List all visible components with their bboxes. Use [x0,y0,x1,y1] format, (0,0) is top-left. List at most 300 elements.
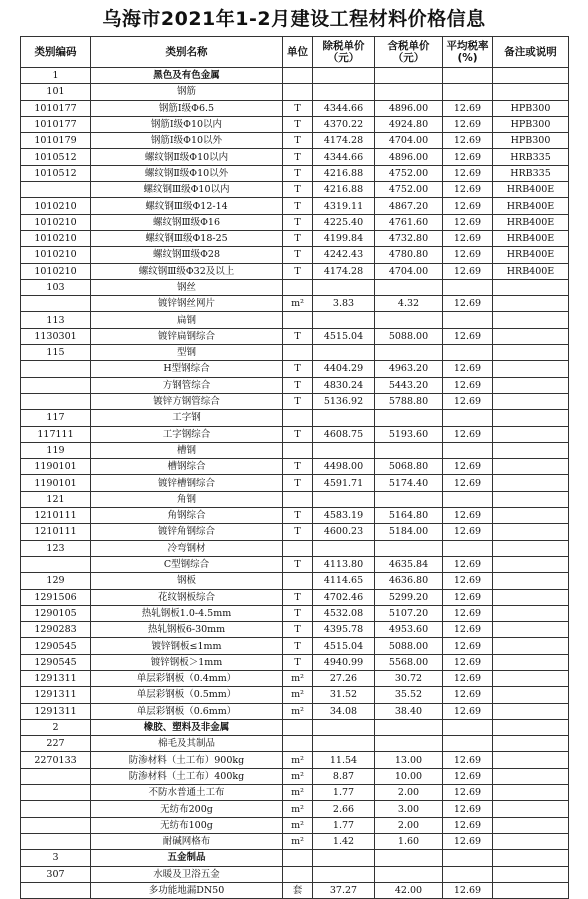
cell-price-ex-tax: 4515.04 [313,638,375,654]
cell-price-inc-tax: 5184.00 [375,524,443,540]
cell-unit: T [283,165,313,181]
cell-price-inc-tax: 5107.20 [375,605,443,621]
cell-tax-rate [443,540,493,556]
cell-code: 115 [21,345,91,361]
cell-price-ex-tax: 4515.04 [313,328,375,344]
cell-remark: HRB400E [493,182,569,198]
cell-tax-rate [443,442,493,458]
cell-remark [493,670,569,686]
cell-remark: HRB335 [493,149,569,165]
cell-remark [493,84,569,100]
cell-price-ex-tax: 4608.75 [313,426,375,442]
cell-remark [493,328,569,344]
cell-remark [493,654,569,670]
cell-remark [493,785,569,801]
cell-unit: m² [283,687,313,703]
cell-price-ex-tax: 4498.00 [313,459,375,475]
cell-price-inc-tax: 4752.00 [375,165,443,181]
cell-unit [283,68,313,84]
cell-price-ex-tax: 4199.84 [313,230,375,246]
cell-price-inc-tax: 4635.84 [375,556,443,572]
cell-unit: T [283,654,313,670]
cell-code: 1130301 [21,328,91,344]
cell-price-inc-tax: 4896.00 [375,100,443,116]
cell-tax-rate [443,410,493,426]
cell-code [21,361,91,377]
cell-unit: T [283,426,313,442]
table-row [21,654,569,670]
page-title: 乌海市2021年1-2月建设工程材料价格信息 [102,8,486,30]
table-row [21,589,569,605]
cell-tax-rate [443,345,493,361]
cell-tax-rate [443,719,493,735]
cell-tax-rate [443,312,493,328]
table-row [21,230,569,246]
cell-price-inc-tax: 5299.20 [375,589,443,605]
cell-unit: T [283,459,313,475]
cell-unit [283,719,313,735]
table-row [21,328,569,344]
cell-price-inc-tax [375,68,443,84]
cell-price-inc-tax: 5788.80 [375,393,443,409]
header-price-ex-tax: 除税单价（元） [313,37,375,68]
cell-price-inc-tax [375,442,443,458]
cell-name: 水暖及卫浴五金 [91,866,283,882]
cell-code: 2 [21,719,91,735]
cell-name: 耐碱网格布 [91,833,283,849]
cell-price-ex-tax [313,68,375,84]
cell-tax-rate: 12.69 [443,524,493,540]
cell-name: 螺纹钢Ⅲ级Φ16 [91,214,283,230]
table-row [21,719,569,735]
table-row [21,263,569,279]
cell-code: 121 [21,491,91,507]
cell-remark: HRB400E [493,230,569,246]
cell-code: 1290105 [21,605,91,621]
cell-price-ex-tax [313,866,375,882]
table-row [21,670,569,686]
cell-name: 钢筋Ⅰ级Φ10以内 [91,116,283,132]
cell-remark [493,768,569,784]
cell-name: 角钢 [91,491,283,507]
cell-price-inc-tax: 4780.80 [375,247,443,263]
cell-code: 117111 [21,426,91,442]
header-code: 类别编码 [21,37,91,68]
cell-name: 多功能地漏DN50 [91,882,283,898]
cell-unit: T [283,475,313,491]
cell-name: 镀锌钢丝网片 [91,296,283,312]
cell-price-inc-tax: 2.00 [375,785,443,801]
cell-price-ex-tax: 1.77 [313,785,375,801]
cell-remark [493,736,569,752]
cell-name: 单层彩钢板（0.5mm） [91,687,283,703]
cell-unit: T [283,377,313,393]
cell-price-ex-tax: 1.42 [313,833,375,849]
cell-name: 工字钢综合 [91,426,283,442]
cell-tax-rate: 12.69 [443,393,493,409]
cell-remark [493,573,569,589]
cell-price-ex-tax [313,491,375,507]
cell-tax-rate: 12.69 [443,116,493,132]
cell-code: 1190101 [21,475,91,491]
cell-unit: T [283,605,313,621]
cell-tax-rate: 12.69 [443,459,493,475]
table-row [21,752,569,768]
cell-tax-rate: 12.69 [443,703,493,719]
cell-code: 1010210 [21,198,91,214]
cell-remark [493,361,569,377]
cell-remark [493,410,569,426]
cell-code: 3 [21,850,91,866]
cell-remark [493,687,569,703]
cell-name: 螺纹钢Ⅲ级Φ32及以上 [91,263,283,279]
cell-price-ex-tax [313,345,375,361]
cell-tax-rate: 12.69 [443,882,493,898]
table-row [21,247,569,263]
table-row [21,768,569,784]
cell-tax-rate: 12.69 [443,133,493,149]
cell-price-inc-tax: 30.72 [375,670,443,686]
cell-tax-rate: 12.69 [443,508,493,524]
cell-price-inc-tax [375,736,443,752]
cell-unit: m² [283,296,313,312]
cell-price-ex-tax: 4591.71 [313,475,375,491]
cell-code: 1010210 [21,230,91,246]
cell-tax-rate: 12.69 [443,182,493,198]
cell-name: 螺纹钢Ⅲ级Φ10以内 [91,182,283,198]
cell-unit: T [283,182,313,198]
cell-unit: T [283,198,313,214]
cell-unit: m² [283,752,313,768]
cell-name: 钢丝 [91,279,283,295]
cell-remark [493,556,569,572]
cell-tax-rate [443,279,493,295]
cell-price-ex-tax: 4370.22 [313,116,375,132]
cell-price-inc-tax [375,84,443,100]
cell-code: 119 [21,442,91,458]
cell-code: 1190101 [21,459,91,475]
cell-price-ex-tax [313,719,375,735]
cell-code: 1010210 [21,247,91,263]
cell-code: 1 [21,68,91,84]
cell-unit: m² [283,703,313,719]
cell-tax-rate: 12.69 [443,654,493,670]
cell-remark [493,719,569,735]
cell-name: 钢筋Ⅰ级Φ6.5 [91,100,283,116]
cell-price-inc-tax: 38.40 [375,703,443,719]
cell-tax-rate: 12.69 [443,785,493,801]
cell-code: 1010179 [21,133,91,149]
table-row [21,426,569,442]
cell-unit: T [283,622,313,638]
cell-unit [283,442,313,458]
cell-remark: HPB300 [493,100,569,116]
cell-code: 123 [21,540,91,556]
cell-name: 扁钢 [91,312,283,328]
cell-unit: 套 [283,882,313,898]
table-row [21,100,569,116]
cell-unit: m² [283,833,313,849]
cell-price-inc-tax: 5443.20 [375,377,443,393]
cell-code [21,556,91,572]
table-row [21,882,569,898]
cell-code [21,817,91,833]
cell-name: 无纺布200g [91,801,283,817]
cell-code: 1290283 [21,622,91,638]
cell-code [21,768,91,784]
table-row [21,149,569,165]
cell-remark [493,279,569,295]
cell-remark [493,638,569,654]
cell-price-ex-tax [313,410,375,426]
cell-name: 角钢综合 [91,508,283,524]
cell-remark [493,850,569,866]
cell-tax-rate: 12.69 [443,247,493,263]
cell-unit: T [283,263,313,279]
cell-code: 1010177 [21,116,91,132]
table-row [21,133,569,149]
table-row [21,84,569,100]
cell-remark: HPB300 [493,133,569,149]
table-row [21,475,569,491]
table-row [21,459,569,475]
cell-name: 五金制品 [91,850,283,866]
cell-unit: T [283,508,313,524]
cell-price-inc-tax: 13.00 [375,752,443,768]
cell-unit [283,866,313,882]
cell-remark [493,475,569,491]
table-row [21,393,569,409]
cell-price-inc-tax [375,850,443,866]
cell-code: 227 [21,736,91,752]
cell-code [21,182,91,198]
cell-price-ex-tax: 4830.24 [313,377,375,393]
cell-unit: T [283,100,313,116]
cell-code: 1010210 [21,214,91,230]
cell-code: 1010210 [21,263,91,279]
cell-code: 1291311 [21,687,91,703]
cell-price-inc-tax [375,279,443,295]
cell-remark: HRB400E [493,214,569,230]
cell-unit [283,540,313,556]
cell-remark [493,752,569,768]
cell-tax-rate: 12.69 [443,556,493,572]
cell-tax-rate: 12.69 [443,214,493,230]
cell-price-ex-tax: 27.26 [313,670,375,686]
cell-code: 1290545 [21,654,91,670]
cell-name: 型钢 [91,345,283,361]
cell-price-inc-tax: 5088.00 [375,328,443,344]
table-row [21,182,569,198]
cell-name: 螺纹钢Ⅲ级Φ28 [91,247,283,263]
cell-code [21,882,91,898]
cell-remark [493,312,569,328]
cell-remark [493,524,569,540]
cell-remark [493,393,569,409]
cell-remark [493,817,569,833]
table-row [21,801,569,817]
cell-name: 螺纹钢Ⅱ级Φ10以内 [91,149,283,165]
cell-name: H型钢综合 [91,361,283,377]
cell-price-ex-tax: 4174.28 [313,133,375,149]
cell-unit [283,491,313,507]
cell-remark [493,345,569,361]
cell-price-ex-tax: 4216.88 [313,182,375,198]
cell-tax-rate: 12.69 [443,622,493,638]
cell-price-inc-tax [375,312,443,328]
cell-name: 槽钢 [91,442,283,458]
header-price-inc-tax: 含税单价（元） [375,37,443,68]
cell-price-ex-tax: 4113.80 [313,556,375,572]
cell-unit: T [283,214,313,230]
cell-name: 镀锌钢板≤1mm [91,638,283,654]
cell-name: 钢筋Ⅰ级Φ10以外 [91,133,283,149]
cell-price-ex-tax: 5136.92 [313,393,375,409]
cell-price-inc-tax: 35.52 [375,687,443,703]
cell-name: 镀锌槽钢综合 [91,475,283,491]
table-row [21,377,569,393]
cell-price-ex-tax [313,312,375,328]
cell-price-ex-tax [313,442,375,458]
cell-code: 101 [21,84,91,100]
cell-code: 1291506 [21,589,91,605]
cell-name: 方钢管综合 [91,377,283,393]
cell-code [21,377,91,393]
cell-price-ex-tax [313,850,375,866]
cell-price-ex-tax [313,540,375,556]
cell-tax-rate [443,68,493,84]
cell-price-inc-tax: 5568.00 [375,654,443,670]
cell-name: 无纺布100g [91,817,283,833]
header-tax-rate: 平均税率(%) [443,37,493,68]
table-row [21,296,569,312]
cell-tax-rate [443,866,493,882]
cell-price-inc-tax: 4896.00 [375,149,443,165]
cell-tax-rate: 12.69 [443,263,493,279]
cell-name: 工字钢 [91,410,283,426]
cell-unit [283,410,313,426]
cell-remark: HPB300 [493,116,569,132]
cell-remark: HRB400E [493,263,569,279]
cell-tax-rate: 12.69 [443,198,493,214]
cell-price-inc-tax [375,345,443,361]
cell-unit: T [283,524,313,540]
cell-name: 热轧钢板1.0-4.5mm [91,605,283,621]
cell-code: 1291311 [21,703,91,719]
cell-price-inc-tax: 4732.80 [375,230,443,246]
cell-price-ex-tax [313,84,375,100]
cell-price-inc-tax: 4924.80 [375,116,443,132]
cell-remark [493,866,569,882]
table-row [21,850,569,866]
cell-code [21,801,91,817]
cell-unit [283,850,313,866]
table-row [21,866,569,882]
cell-price-inc-tax [375,719,443,735]
cell-unit: T [283,393,313,409]
cell-tax-rate: 12.69 [443,328,493,344]
cell-remark [493,882,569,898]
table-row [21,198,569,214]
cell-price-inc-tax [375,491,443,507]
cell-remark [493,589,569,605]
cell-unit: T [283,133,313,149]
cell-price-inc-tax: 5088.00 [375,638,443,654]
cell-price-ex-tax: 4600.23 [313,524,375,540]
cell-price-inc-tax: 10.00 [375,768,443,784]
cell-tax-rate [443,850,493,866]
cell-unit: T [283,638,313,654]
cell-unit [283,84,313,100]
cell-remark [493,801,569,817]
cell-unit: T [283,556,313,572]
cell-remark [493,833,569,849]
cell-code: 1290545 [21,638,91,654]
cell-name: 镀锌钢板＞1mm [91,654,283,670]
cell-price-inc-tax: 5068.80 [375,459,443,475]
cell-code: 2270133 [21,752,91,768]
table-row [21,573,569,589]
cell-unit: T [283,230,313,246]
cell-unit: T [283,149,313,165]
cell-price-inc-tax: 5164.80 [375,508,443,524]
cell-unit [283,573,313,589]
cell-code: 307 [21,866,91,882]
cell-unit: T [283,589,313,605]
cell-unit [283,736,313,752]
table-row [21,361,569,377]
cell-remark [493,491,569,507]
table-row [21,345,569,361]
cell-tax-rate: 12.69 [443,361,493,377]
cell-tax-rate: 12.69 [443,752,493,768]
cell-code: 113 [21,312,91,328]
cell-name: 冷弯钢材 [91,540,283,556]
cell-unit: T [283,116,313,132]
cell-price-ex-tax: 4395.78 [313,622,375,638]
cell-price-inc-tax: 4963.20 [375,361,443,377]
cell-name: 橡胶、塑料及非金属 [91,719,283,735]
cell-price-inc-tax: 5193.60 [375,426,443,442]
table-row [21,556,569,572]
cell-tax-rate: 12.69 [443,833,493,849]
cell-name: 不防水普通土工布 [91,785,283,801]
cell-price-ex-tax: 4174.28 [313,263,375,279]
table-row [21,165,569,181]
table-row [21,833,569,849]
cell-tax-rate: 12.69 [443,426,493,442]
cell-remark [493,508,569,524]
table-row [21,491,569,507]
table-row [21,622,569,638]
cell-tax-rate [443,84,493,100]
cell-unit: m² [283,768,313,784]
header-name: 类别名称 [91,37,283,68]
cell-price-ex-tax [313,279,375,295]
cell-remark: HRB335 [493,165,569,181]
cell-remark: HRB400E [493,247,569,263]
table-row [21,638,569,654]
cell-code [21,833,91,849]
cell-tax-rate: 12.69 [443,605,493,621]
cell-price-inc-tax: 4867.20 [375,198,443,214]
cell-remark [493,540,569,556]
table-row [21,442,569,458]
cell-price-inc-tax: 4953.60 [375,622,443,638]
cell-tax-rate: 12.69 [443,165,493,181]
cell-remark [493,703,569,719]
cell-name: 棉毛及其制品 [91,736,283,752]
